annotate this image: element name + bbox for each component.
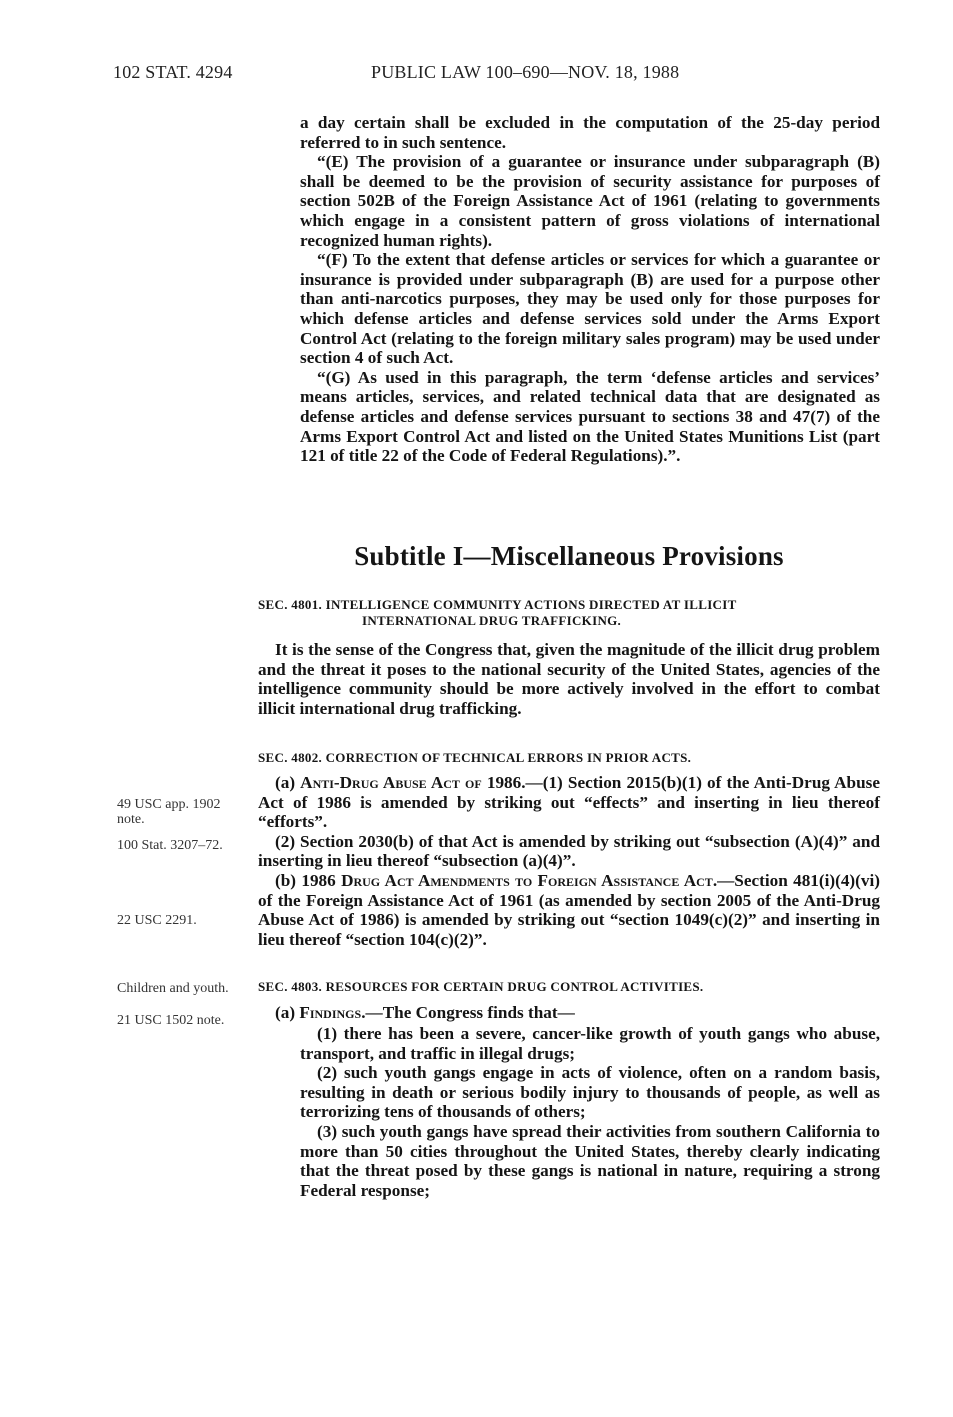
continued-text xyxy=(300,113,880,466)
paragraph: It is the sense of the Congress that, given the magnitude of the illicit drug problem and the threat it poses to the national security of the United States, agencies of the intelligence community should be more actively involved in the effort to combat illicit international drug trafficking. xyxy=(258,640,880,718)
sec-4803 xyxy=(258,979,880,995)
stat-citation: 102 STAT. 4294 xyxy=(113,62,233,82)
caption: Findings xyxy=(299,1003,362,1022)
paragraph-b: (b) 1986 Drug Act Amendments to Foreign Assistance Act.—Section 481(i)(4)(vi) of the Foreign Assistance Act of 1961 (as amended by section 2005 of the Anti-Drug Abuse Act of 1986) is amended by striking out “section 1049(c)(2)” and inserting in lieu thereof “section 104(c)(2)”. xyxy=(258,870,880,949)
caption: Drug Act Amendments to Foreign Assistance Act xyxy=(341,870,713,890)
paragraph-a: (a) Anti-Drug Abuse Act of 1986.—(1) Section 2015(b)(1) of the Anti-Drug Abuse Act of 1986 is amended by striking out “effects” and inserting in lieu thereof “efforts”. xyxy=(258,773,880,832)
sec-4802-body xyxy=(258,773,880,949)
section-heading: SEC. 4802. CORRECTION OF TECHNICAL ERRORS IN PRIOR ACTS. xyxy=(258,750,692,765)
section-heading: SEC. 4803. RESOURCES FOR CERTAIN DRUG CONTROL ACTIVITIES. xyxy=(258,979,704,994)
paragraph: a day certain shall be excluded in the computation of the 25-day period referred to in such sentence. xyxy=(300,113,880,152)
list-item: (2) such youth gangs engage in acts of violence, often on a random basis, resulting in death or serious bodily injury to thousands of people, as well as terrorizing tens of thousands of others; xyxy=(300,1063,880,1122)
list-item: (1) there has been a severe, cancer-like growth of youth gangs who abuse, transport, and traffic in illegal drugs; xyxy=(300,1024,880,1063)
caption: Anti-Drug Abuse Act of xyxy=(300,773,482,792)
list-item: (3) such youth gangs have spread their activities from southern California to more than 50 cities throughout the United States, thereby clearly indicating that the threat posed by these gangs is national in nature, requiring a strong Federal response; xyxy=(300,1121,880,1200)
paragraph-a2: (2) Section 2030(b) of that Act is amended by striking out “subsection (A)(4)” and inserting in lieu thereof “subsection (a)(4)”. xyxy=(258,831,880,871)
sec-4802 xyxy=(258,750,880,766)
subtitle-heading: Subtitle I—Miscellaneous Provisions xyxy=(354,541,784,571)
sec-4801 xyxy=(258,597,880,629)
sec-4803-body xyxy=(258,1003,880,1023)
sidenote: Children and youth. xyxy=(117,981,229,996)
findings-list xyxy=(300,1024,880,1200)
sidenote: 22 USC 2291. xyxy=(117,913,197,928)
paragraph-a: (a) Findings.—The Congress finds that— xyxy=(275,1003,575,1022)
section-heading: SEC. 4801. INTELLIGENCE COMMUNITY ACTIONS DIRECTED AT ILLICIT INTERNATIONAL DRUG TRAFFICKING. xyxy=(258,597,737,628)
sec-4801-body xyxy=(258,640,880,718)
paragraph-g: “(G) As used in this paragraph, the term ‘defense articles and services’ means articles, services, and related technical data that are designated as defense articles and defense services pursuant to sections 38 and 47(7) of the Arms Export Control Act and listed on the United States Munitions List (part 121 of title 22 of the Code of Federal Regulations).”. xyxy=(300,367,880,466)
paragraph-f: “(F) To the extent that defense articles or services for which a guarantee or insurance is provided under subparagraph (B) are used for a purpose other than anti-narcotics purposes, they may be used only for those purposes for which defense articles and defense services sold under the Arms Export Control Act (relating to the foreign military sales program) may be used under section 4 of such Act. xyxy=(300,250,880,368)
paragraph-e: “(E) The provision of a guarantee or insurance under subparagraph (B) shall be deemed to be the provision of security assistance for purposes of section 502B of the Foreign Assistance Act of 1961 (relating to governments which engage in a consistent pattern of gross violations of international recognized human rights). xyxy=(300,152,880,250)
sidenote: 21 USC 1502 note. xyxy=(117,1013,225,1028)
running-header: PUBLIC LAW 100–690—NOV. 18, 1988 xyxy=(371,62,680,82)
sidenote: 100 Stat. 3207–72. xyxy=(117,838,223,853)
sidenote: 49 USC app. 1902 note. xyxy=(117,797,221,827)
